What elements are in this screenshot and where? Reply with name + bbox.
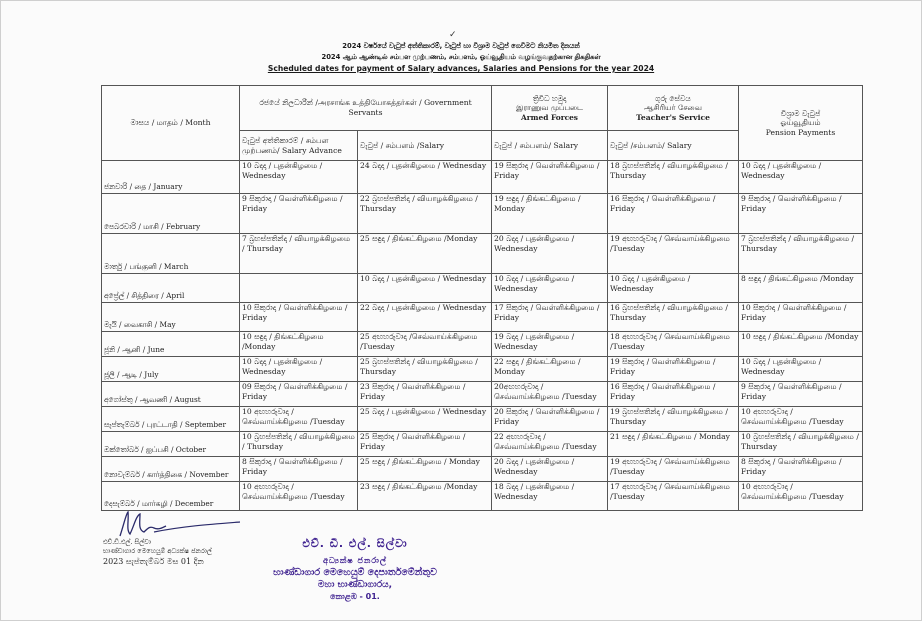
signatory-name: එච්.ඩී.එල්. සිල්වා — [103, 538, 151, 546]
salary-advance-cell: 8 සිකුරාදා / வெள்ளிக்கிழமை / Friday — [240, 457, 358, 482]
teacher-cell: 16 සිකුරාදා / வெள்ளிக்கிழமை / Friday — [608, 194, 739, 234]
salary-cell: 24 බදාදා / புதன்கிழமை / Wednesday — [358, 161, 492, 194]
pension-cell: 10 අඟහරුවාදා / செவ்வாய்க்கிழமை /Tuesday — [739, 407, 863, 432]
title-tamil: 2024 ஆம் ஆண்டில் சம்பள முற்பணம், சம்பளம், ஓய்வூதியம் வழங்குவதற்கான திகதிகள் — [321, 53, 601, 61]
armed-forces-cell: 19 බදාදා / புதன்கிழமை / Wednesday — [492, 332, 608, 357]
salary-cell: 23 සඳුදා / திங்கட்கிழமை /Monday — [358, 482, 492, 511]
stamp-title: අධ්‍යක්ෂ ජනරාල් — [322, 556, 387, 565]
salary-advance-cell: 10 අඟහරුවාදා / செவ்வாய்க்கிழமை /Tuesday — [240, 407, 358, 432]
issue-date: 2023 සැප්තැම්බර් මස 01 දින — [103, 557, 204, 566]
month-cell: ජනවාරි / தை / January — [102, 161, 240, 194]
salary-cell: 22 බ්‍රහස්පතින්දා / வியாழக்கிழமை / Thursday — [358, 194, 492, 234]
month-cell: දෙසැම්බර් / மார்கழி / December — [102, 482, 240, 511]
teacher-cell: 18 බ්‍රහස්පතින්දා / வியாழக்கிழமை / Thursday — [608, 161, 739, 194]
salary-cell: 22 බදාදා / புதன்கிழமை / Wednesday — [358, 303, 492, 332]
table-row — [102, 457, 863, 482]
teacher-cell: 16 බ්‍රහස්පතින්දා / வியாழக்கிழமை / Thursday — [608, 303, 739, 332]
table-row — [102, 303, 863, 332]
armed-forces-tamil: இராணுவ முப்படை — [516, 103, 583, 113]
month-cell: ජූලි / ஆடி / July — [102, 357, 240, 382]
armed-forces-cell: 20 සිකුරාදා / வெள்ளிக்கிழமை / Friday — [492, 407, 608, 432]
salary-advance-cell: 7 බ්‍රහස්පතින්දා / வியாழக்கிழமை / Thursday — [240, 234, 358, 274]
armed-forces-cell: 20 බදාදා / புதன்கிழமை / Wednesday — [492, 457, 608, 482]
salary-cell: 25 සඳුදා / திங்கட்கிழமை / Monday — [358, 457, 492, 482]
teacher-cell: 19 අඟහරුවාදා / செவ்வாய்க்கிழமை /Tuesday — [608, 457, 739, 482]
armed-forces-cell: 20 බදාදා / புதன்கிழமை / Wednesday — [492, 234, 608, 274]
pension-cell: 9 සිකුරාදා / வெள்ளிக்கிழமை / Friday — [739, 382, 863, 407]
table-row — [102, 432, 863, 457]
pension-tamil: ஓய்வூதியம் — [780, 118, 821, 128]
pension-cell: 10 බදාදා / புதன்கிழமை / Wednesday — [739, 357, 863, 382]
armed-forces-cell: 18 බදාදා / புதன்கிழமை / Wednesday — [492, 482, 608, 511]
month-cell: අගෝස්තු / ஆவணி / August — [102, 382, 240, 407]
armed-forces-cell: 10 බදාදා / புதன்கிழமை / Wednesday — [492, 274, 608, 303]
month-cell: අප්‍රේල් / சித்திரை / April — [102, 274, 240, 303]
pension-cell: 10 සිකුරාදා / வெள்ளிக்கிழமை / Friday — [739, 303, 863, 332]
pension-cell: 8 සිකුරාදා / வெள்ளிக்கிழமை / Friday — [739, 457, 863, 482]
signatory-title: භාණ්ඩාගාර මෙහෙයුම් අධ්‍යක්ෂ ජනරාල් — [103, 547, 212, 555]
salary-advance-cell: 10 සිකුරාදා / வெள்ளிக்கிழமை / Friday — [240, 303, 358, 332]
table-row — [102, 407, 863, 432]
armed-forces-sinhala: ත්‍රිවිධ හමුදා — [532, 93, 567, 103]
header-month: මාසය / மாதம் / Month — [102, 86, 240, 161]
teachers-english: Teacher's Service — [636, 112, 710, 122]
header-gov-salary: වැටුප් / சம்பளம் /Salary — [358, 131, 492, 161]
armed-forces-cell: 22 සඳුදා / திங்கட்கிழமை / Monday — [492, 357, 608, 382]
salary-cell: 25 බ්‍රහස්පතින්දා / வியாழக்கிழமை / Thursday — [358, 357, 492, 382]
teacher-cell: 19 බ්‍රහස්පතින්දා / வியாழக்கிழமை / Thursday — [608, 407, 739, 432]
table-row — [102, 274, 863, 303]
teacher-cell: 19 සිකුරාදා / வெள்ளிக்கிழமை / Friday — [608, 357, 739, 382]
armed-forces-cell: 19 සඳුදා / திங்கட்கிழமை / Monday — [492, 194, 608, 234]
month-cell: පෙබරවාරි / மாசி / February — [102, 194, 240, 234]
table-row — [102, 234, 863, 274]
month-cell: ඔක්තෝබර් / ஐப்பசி / October — [102, 432, 240, 457]
salary-cell: 25 සිකුරාදා / வெள்ளிக்கிழமை / Friday — [358, 432, 492, 457]
table-row — [102, 332, 863, 357]
pension-cell: 10 සඳුදා / திங்கட்கிழமை /Monday — [739, 332, 863, 357]
tick-mark: ✓ — [449, 30, 457, 40]
salary-cell: 25 සඳුදා / திங்கட்கிழமை /Monday — [358, 234, 492, 274]
header-armed-forces — [492, 86, 608, 131]
salary-advance-cell: 10 බ්‍රහස්පතින්දා / வியாழக்கிழமை / Thursday — [240, 432, 358, 457]
pension-cell: 8 සඳුදා / திங்கட்கிழமை /Monday — [739, 274, 863, 303]
armed-forces-english: Armed Forces — [521, 112, 578, 122]
table-row — [102, 382, 863, 407]
teachers-tamil: ஆசிரியர் சேவை — [644, 103, 702, 113]
teacher-cell: 16 සිකුරාදා / வெள்ளிக்கிழமை / Friday — [608, 382, 739, 407]
salary-advance-cell: 10 අඟහරුවාදා / செவ்வாய்க்கிழமை /Tuesday — [240, 482, 358, 511]
salary-cell: 25 බදාදා / புதன்கிழமை / Wednesday — [358, 407, 492, 432]
header-government-servants: රජයේ නිලධාරීන් /அரசாங்க உத்தியோகத்தர்கள் / Government Servants — [240, 86, 492, 131]
title-sinhala: 2024 වර්ෂයේ වැටුප් අත්තිකාරම්, වැටුප් හා විශ්‍රාම වැටුප් ගෙවීමට නියමිත දිනයන් — [342, 42, 580, 50]
table-row — [102, 161, 863, 194]
stamp-city: කොළඹ - 01. — [330, 592, 380, 601]
stamp-name: එච්. ඩී. එල්. සිල්වා — [302, 537, 408, 550]
header-armed-salary: වැටුප් / சம்பளம்/ Salary — [492, 131, 608, 161]
payment-schedule-table — [101, 85, 863, 511]
pension-cell: 7 බ්‍රහස්පතින්දා / வியாழக்கிழமை / Thursday — [739, 234, 863, 274]
header-salary-advance: වැටුප් අත්තිකාරම් / சம்பள முற்பணம்/ Salary Advance — [240, 131, 358, 161]
salary-cell: 23 සිකුරාදා / வெள்ளிக்கிழமை / Friday — [358, 382, 492, 407]
salary-advance-cell: 10 සඳුදා / திங்கட்கிழமை /Monday — [240, 332, 358, 357]
header-teachers-service — [608, 86, 739, 131]
table-row — [102, 194, 863, 234]
salary-advance-cell: 9 සිකුරාදා / வெள்ளிக்கிழமை / Friday — [240, 194, 358, 234]
armed-forces-cell: 22 අඟහරුවාදා / செவ்வாய்க்கிழமை /Tuesday — [492, 432, 608, 457]
stamp-department: භාණ්ඩාගාර මෙහෙයුම් දෙපාර්තමේන්තුව — [273, 567, 437, 578]
armed-forces-cell: 20අඟහරුවාදා / செவ்வாய்க்கிழமை /Tuesday — [492, 382, 608, 407]
month-cell: මැයි / வைகாசி / May — [102, 303, 240, 332]
teacher-cell: 21 සඳුදා / திங்கட்கிழமை / Monday — [608, 432, 739, 457]
teacher-cell: 19 අඟහරුවාදා / செவ்வாய்க்கிழமை /Tuesday — [608, 234, 739, 274]
teacher-cell: 18 අඟහරුවාදා / செவ்வாய்க்கிழமை /Tuesday — [608, 332, 739, 357]
salary-cell: 25 අඟහරුවාදා /செவ்வாய்க்கிழமை /Tuesday — [358, 332, 492, 357]
header-teacher-salary: වැටුප් /சம்பளம்/ Salary — [608, 131, 739, 161]
table-row — [102, 357, 863, 382]
salary-cell: 10 බදාදා / புதன்கிழமை / Wednesday — [358, 274, 492, 303]
pension-cell: 10 අඟහරුවාදා / செவ்வாய்க்கிழமை /Tuesday — [739, 482, 863, 511]
header-pension-payments — [739, 86, 863, 161]
salary-advance-cell: 10 බදාදා / புதன்கிழமை / Wednesday — [240, 161, 358, 194]
month-cell: ජූනි / ஆனி / June — [102, 332, 240, 357]
month-cell: සැප්තැම්බර් / புரட்டாதி / September — [102, 407, 240, 432]
month-cell: නොවැම්බර් / கார்த்திகை / November — [102, 457, 240, 482]
pension-cell: 10 බදාදා / புதன்கிழமை / Wednesday — [739, 161, 863, 194]
salary-advance-cell — [240, 274, 358, 303]
armed-forces-cell: 17 සිකුරාදා / வெள்ளிக்கிழமை / Friday — [492, 303, 608, 332]
stamp-office: මහා භාණ්ඩාගාරය, — [317, 580, 393, 590]
pension-english: Pension Payments — [765, 127, 836, 137]
salary-advance-cell: 10 බදාදා / புதன்கிழமை / Wednesday — [240, 357, 358, 382]
teachers-sinhala: ගුරු සේවය — [655, 93, 691, 103]
salary-advance-cell: 09 සිකුරාදා / வெள்ளிக்கிழமை / Friday — [240, 382, 358, 407]
title-english: Scheduled dates for payment of Salary advances, Salaries and Pensions for the year 2024 — [267, 64, 655, 73]
pension-cell: 9 සිකුරාදා / வெள்ளிக்கிழமை / Friday — [739, 194, 863, 234]
month-cell: මාර්තු / பங்குனி / March — [102, 234, 240, 274]
pension-sinhala: විශ්‍රාම වැටුප් — [780, 108, 821, 118]
teacher-cell: 10 බදාදා / புதன்கிழமை / Wednesday — [608, 274, 739, 303]
armed-forces-cell: 19 සිකුරාදා / வெள்ளிக்கிழமை / Friday — [492, 161, 608, 194]
pension-cell: 10 බ්‍රහස්පතින්දා / வியாழக்கிழமை / Thursday — [739, 432, 863, 457]
teacher-cell: 17 අඟහරුවාදා / செவ்வாய்க்கிழமை /Tuesday — [608, 482, 739, 511]
